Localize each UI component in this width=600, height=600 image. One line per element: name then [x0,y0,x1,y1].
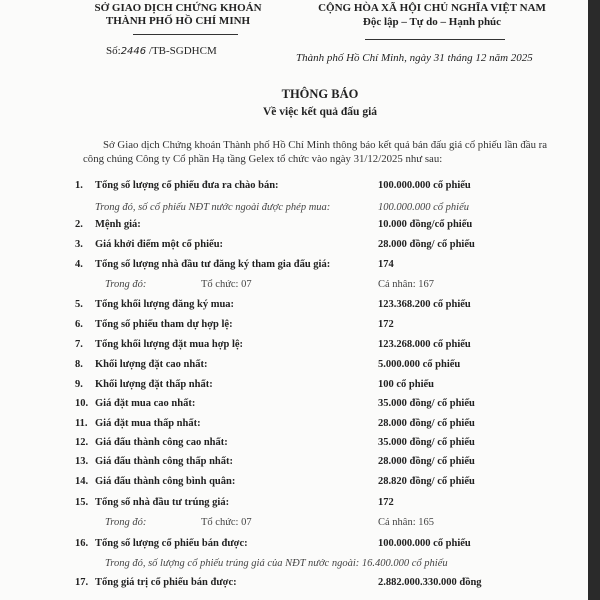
item-label: Mệnh giá: [95,219,141,230]
list-item [75,219,575,237]
item-value: 28.820 đồng/ cổ phiếu [378,476,475,487]
item-value: 174 [378,259,394,270]
item-value: 10.000 đồng/cổ phiếu [378,219,473,230]
item-value: 172 [378,497,394,508]
item-label: Tổng khối lượng đăng ký mua: [95,299,235,310]
list-item [75,456,575,474]
number-suffix: /TB-SGDHCM [148,45,217,57]
country-name: CỘNG HÒA XÃ HỘI CHỦ NGHĨA VIỆT NAM [318,2,546,14]
divider [133,34,238,35]
sub-text: Trong đó, số lượng cổ phiếu trúng giá của NĐT nước ngoài: 16.400.000 cổ phiếu [105,558,448,569]
item-value: 172 [378,319,394,330]
item-number: 8. [75,359,83,370]
item-label: Khối lượng đặt cao nhất: [95,359,208,370]
item-label: Giá đấu thành công thấp nhất: [95,456,234,467]
list-item [75,437,575,455]
item-value: 35.000 đồng/ cổ phiếu [378,437,475,448]
agency-name-line2: THÀNH PHỐ HỒ CHÍ MINH [105,15,251,27]
list-item [75,379,575,397]
page-subtitle: Về việc kết quả đấu giá [262,106,378,118]
intro-paragraph: Sở Giao dịch Chứng khoán Thành phố Hồ Chí Minh thông báo kết quả bán đấu giá cổ phiếu lần đầu ra công chúng Công ty Cổ phần Hạ tầng Gelex tổ chức vào ngày 31/12/2025 như sau: [83,139,548,165]
item-number: 5. [75,299,83,310]
list-item [75,259,575,277]
item-value: 123.268.000 cổ phiếu [378,339,471,350]
item-number: 2. [75,219,83,230]
item-label: Khối lượng đặt thấp nhất: [95,379,213,390]
item-number: 10. [75,398,89,409]
place-date: Thành phố Hồ Chí Minh, ngày 31 tháng 12 năm 2025 [296,52,533,64]
individual-count: Cá nhân: 167 [378,279,434,290]
item-label: Tổng giá trị cổ phiếu bán được: [95,577,237,588]
item-value: 2.882.000.330.000 đồng [378,577,482,588]
item-number: 4. [75,259,83,270]
item-number: 9. [75,379,83,390]
list-item [75,418,575,436]
item-label: Giá đặt mua cao nhất: [95,398,196,409]
item-number: 11. [75,418,88,429]
list-item [75,180,575,198]
item-label: Tổng số nhà đầu tư trúng giá: [95,497,230,508]
item-number: 15. [75,497,89,508]
item-label: Tổng khối lượng đặt mua hợp lệ: [95,339,244,350]
item-value: 100 cổ phiếu [378,379,435,390]
item-number: 1. [75,180,83,191]
item-value: 28.000 đồng/ cổ phiếu [378,239,475,250]
item-label: Giá đấu thành công cao nhất: [95,437,228,448]
list-item [75,239,575,257]
sub-value: 100.000.000 cổ phiếu [378,202,469,213]
item-value: 28.000 đồng/ cổ phiếu [378,418,475,429]
list-item [75,359,575,377]
item-label: Tổng số lượng cổ phiếu bán được: [95,538,248,549]
list-item [75,577,575,595]
item-number: 7. [75,339,83,350]
list-item [75,497,575,515]
list-item [75,398,575,416]
agency-name-line1: SỞ GIAO DỊCH CHỨNG KHOÁN [94,2,262,14]
motto: Độc lập – Tự do – Hạnh phúc [362,16,502,28]
divider [365,39,505,40]
handwritten-number: 2446 [120,46,147,57]
org-count: Tổ chức: 07 [201,517,252,528]
item-number: 12. [75,437,89,448]
item-value: 123.368.200 cổ phiếu [378,299,471,310]
item-number: 14. [75,476,89,487]
sub-label: Trong đó: [105,517,147,528]
item-number: 16. [75,538,89,549]
individual-count: Cá nhân: 165 [378,517,434,528]
document-number [106,45,217,57]
item-label: Giá đấu thành công bình quân: [95,476,236,487]
item-value: 35.000 đồng/ cổ phiếu [378,398,475,409]
org-count: Tổ chức: 07 [201,279,252,290]
scan-border [588,0,600,600]
item-label: Giá khởi điểm một cổ phiếu: [95,239,224,250]
item-value: 100.000.000 cổ phiếu [378,538,471,549]
item-label: Giá đặt mua thấp nhất: [95,418,201,429]
item-number: 6. [75,319,83,330]
list-item [75,299,575,317]
list-item [75,476,575,494]
item-label: Tổng số phiếu tham dự hợp lệ: [95,319,233,330]
list-item [75,538,575,556]
item-number: 13. [75,456,89,467]
number-prefix: Số: [106,45,121,57]
item-number: 3. [75,239,83,250]
item-label: Tổng số lượng cổ phiếu đưa ra chào bán: [95,180,279,191]
sub-label: Trong đó: [105,279,147,290]
sub-label: Trong đó, số cổ phiếu NĐT nước ngoài được phép mua: [95,202,331,213]
item-label: Tổng số lượng nhà đầu tư đăng ký tham gia đấu giá: [95,259,331,270]
item-value: 28.000 đồng/ cổ phiếu [378,456,475,467]
list-item [75,319,575,337]
item-number: 17. [75,577,89,588]
page-title: THÔNG BÁO [281,87,359,101]
item-value: 5.000.000 cổ phiếu [378,359,461,370]
item-value: 100.000.000 cổ phiếu [378,180,471,191]
list-item [75,339,575,357]
